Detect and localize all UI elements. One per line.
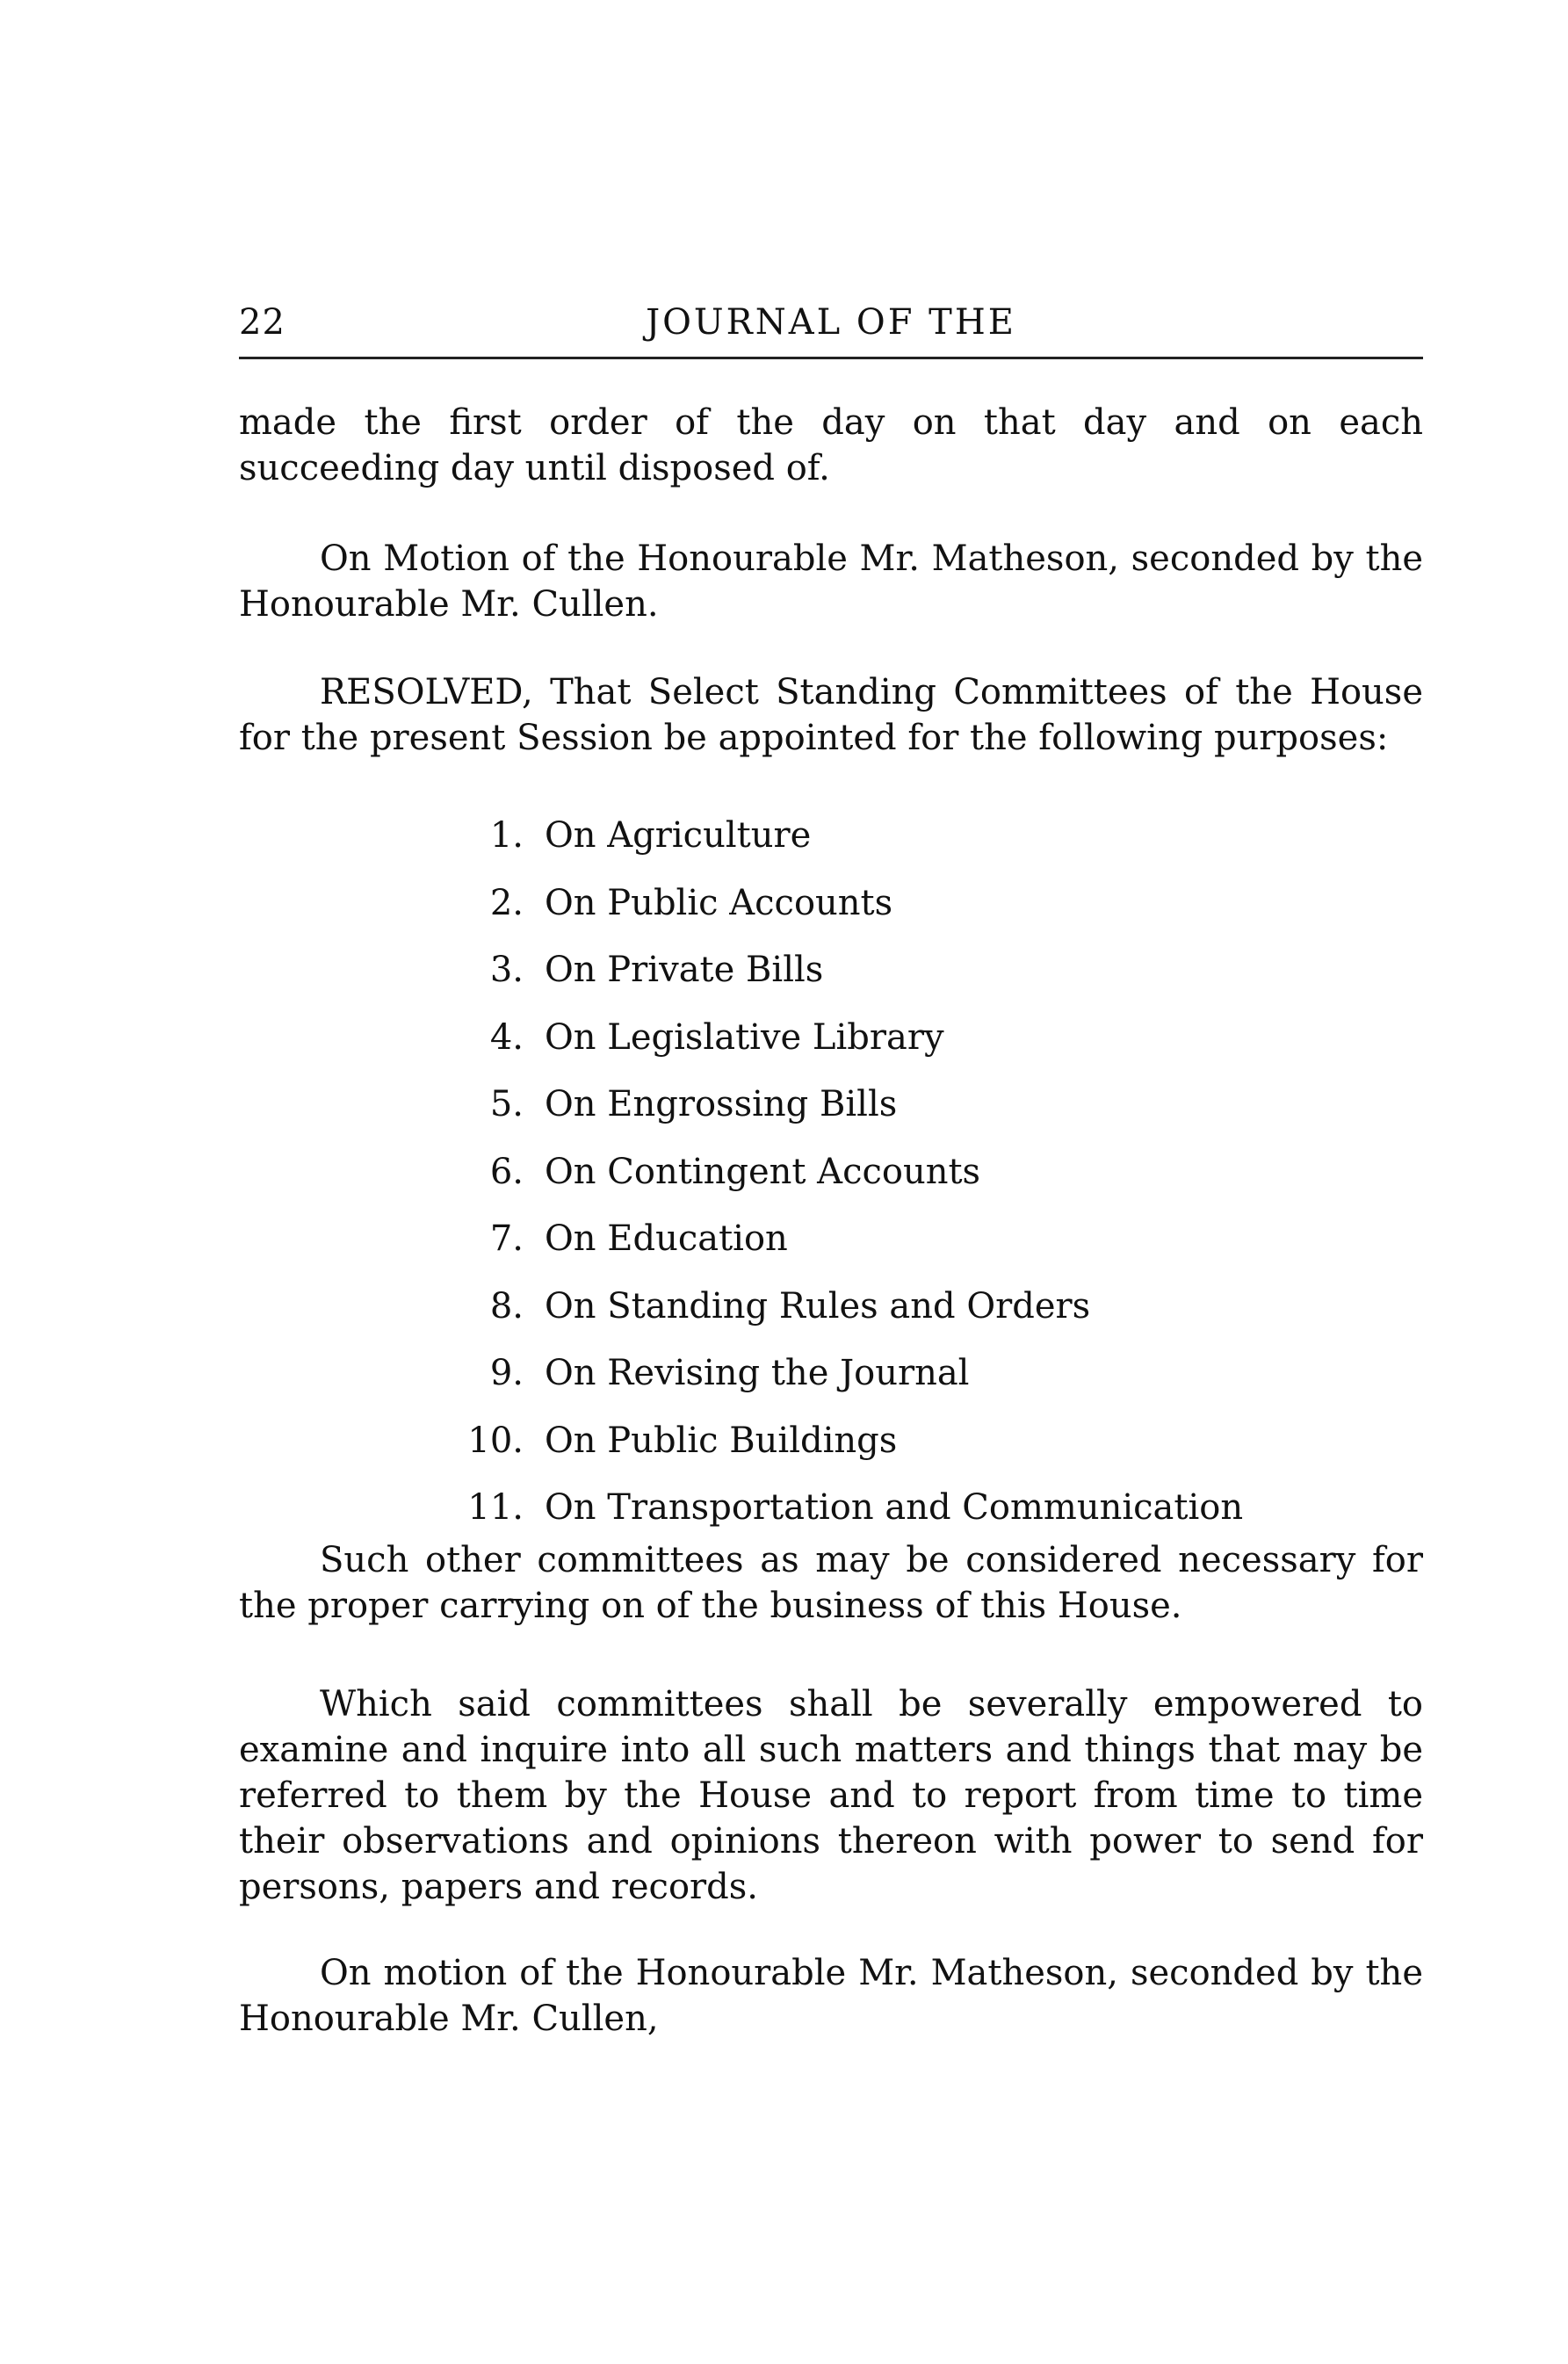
paragraph-other-committees: Such other committees as may be considered necessary for the proper carrying on of the business of this House. <box>239 1540 1423 1626</box>
list-item <box>457 1139 1335 1206</box>
list-item-label: On Transportation and Communication <box>545 1487 1244 1528</box>
list-item-label: On Private Bills <box>545 950 824 990</box>
list-item-number: 9. <box>489 1353 524 1393</box>
list-item <box>457 1273 1335 1341</box>
list-item-number: 8. <box>489 1285 524 1327</box>
list-item <box>457 1407 1335 1475</box>
list-item-label: On Standing Rules and Orders <box>545 1285 1091 1327</box>
list-item-number: 3. <box>489 950 524 990</box>
paragraph-motion-1: On Motion of the Honourable Mr. Matheson, seconded by the Honourable Mr. Cullen. <box>239 539 1423 625</box>
list-item-number: 2. <box>489 882 524 923</box>
list-item-label: On Revising the Journal <box>545 1353 970 1393</box>
running-head: JOURNAL OF THE <box>646 302 1016 343</box>
list-item <box>457 936 1335 1004</box>
list-item-number: 7. <box>489 1218 524 1259</box>
list-item-number: 10. <box>467 1420 524 1461</box>
list-item <box>457 802 1335 870</box>
list-item-label: On Public Accounts <box>545 882 893 923</box>
list-item-label: On Public Buildings <box>545 1420 898 1461</box>
list-item <box>457 870 1335 937</box>
list-item-label: On Agriculture <box>545 815 812 856</box>
list-item <box>457 1340 1335 1407</box>
paragraph-resolved: RESOLVED, That Select Standing Committees of the House for the present Session be appointed for the following purposes: <box>239 672 1423 758</box>
committee-list <box>457 802 1335 1542</box>
list-item-number: 11. <box>467 1487 524 1528</box>
list-item <box>457 1004 1335 1072</box>
list-item <box>457 1205 1335 1273</box>
list-item-label: On Engrossing Bills <box>545 1084 898 1124</box>
list-item-label: On Contingent Accounts <box>545 1151 981 1192</box>
page-number: 22 <box>239 302 285 343</box>
list-item-number: 5. <box>489 1084 524 1124</box>
list-item <box>457 1071 1335 1139</box>
list-item-number: 4. <box>489 1016 524 1058</box>
paragraph-motion-2: On motion of the Honourable Mr. Matheson, seconded by the Honourable Mr. Cullen, <box>239 1953 1423 2039</box>
list-item <box>457 1474 1335 1542</box>
list-item-number: 6. <box>489 1151 524 1192</box>
list-item-label: On Education <box>545 1218 788 1259</box>
paragraph-powers: Which said committees shall be severally empowered to examine and inquire into all such matters and things that may be referred to them by the House and to report from time to time their observations and opinions thereon with power to send for persons, papers and records. <box>239 1684 1423 1907</box>
paragraph-continuation: made the first order of the day on that day and on each succeeding day until disposed of. <box>239 402 1423 488</box>
page-header <box>239 299 1423 359</box>
list-item-number: 1. <box>489 815 524 856</box>
list-item-label: On Legislative Library <box>545 1016 944 1058</box>
